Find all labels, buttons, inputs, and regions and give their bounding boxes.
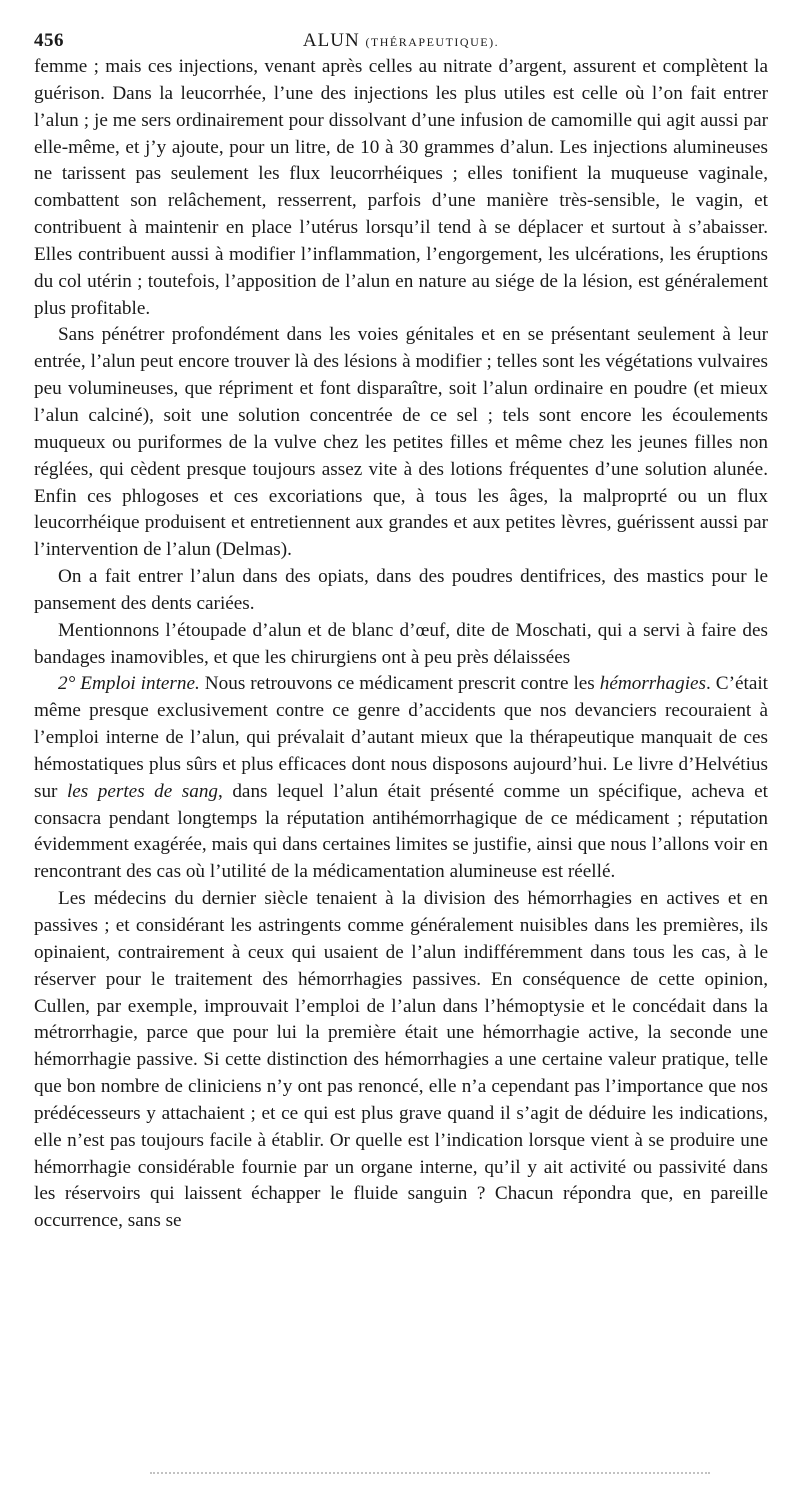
internal-use-text-c: , dans lequel l’alun était présenté comme un spécifique, acheva et consacra pendant longtemps la réputation antihémorrhagique de ce médicament ; réputation évidemment exagérée, mais qui dans certaines limites se justifie, ainsi que nous l’allons voir en rencontrant des cas où l’utilité de la médicamentation alumineuse est réellé. [34, 780, 768, 883]
page-number: 456 [34, 30, 64, 51]
internal-use-text-b: . C’était même presque exclusivement contre ce genre d’accidents que nos devanciers recouraient à l’emploi interne de l’alun, qui prévalait d’autant mieux que la thérapeutique manquait de ces hémostatiques plus sûrs et plus efficaces dont nous disposons aujourd’hui. Le livre d’Helvétius sur [34, 673, 768, 802]
internal-use-italic-book-title: les pertes de sang [66, 780, 219, 802]
body-text [34, 54, 768, 1235]
running-title-sub: (THÉRAPEUTIQUE). [365, 35, 500, 49]
paragraph-internal-use [34, 671, 768, 886]
paragraph-active-passive: Les médecins du dernier siècle tenaient à la division des hémorrhagies en actives et en passives ; et considérant les astringents comme généralement nuisibles dans les premières, ils opinaient, contrairement à ceux qui usaient de l’alun indifféremment dans tous les cas, à le réserver pour le traitement des hémorrhagies passives. En conséquence de cette opinion, Cullen, par exemple, improuvait l’emploi de l’alun dans l’hémoptysie et le concédait dans la métrorrhagie, parce que pour lui la première était une hémorrhagie active, la seconde une hémorrhagie passive. Si cette distinction des hémorrhagies a une certaine valeur pratique, telle que bon nombre de cliniciens n’y ont pas renoncé, elle n’a cependant pas l’importance que nos prédécesseurs y attachaient ; et ce qui est plus grave quand il s’agit de déduire les indications, elle n’est pas toujours facile à établir. Or quelle est l’indication lorsque vient à se produire une hémorrhagie considérable fournie par un organe interne, qu’il y ait activité ou passivité dans les réservoirs qui laissent échapper le fluide sanguin ? Chacun répondra que, en pareille occurrence, sans se [34, 888, 768, 1232]
paragraph-genital-entry: Sans pénétrer profondément dans les voies génitales et en se présentant seulement à leur entrée, l’alun peut encore trouver là des lésions à modifier ; telles sont les végétations vulvaires peu volumineuses, que répriment et font disparaître, soit l’alun ordinaire en poudre (et mieux l’alun calciné), soit une solution concentrée de ce sel ; tels sont encore les écoulements muqueux ou puriformes de la vulve chez les petites filles et même chez les jeunes filles non réglées, qui cèdent presque toujours assez vite à des lotions fréquentes d’une solution alunée. Enfin ces phlogoses et ces excoriations que, à tous les âges, la malproprté ou un flux leucorrhéique produisent et entretiennent aux grandes et aux petites lèvres, guérissent aussi par l’intervention de l’alun (Delmas). [34, 324, 768, 561]
internal-use-text-a: Nous retrouvons ce médicament prescrit contre les [199, 673, 600, 695]
running-head [34, 26, 768, 54]
running-title [34, 30, 768, 52]
section-heading-internal-use: 2° Emploi interne. [58, 673, 200, 695]
paragraph-leucorrhea: femme ; mais ces injections, venant après celles au nitrate d’argent, assurent et complètent la guérison. Dans la leucorrhée, l’une des injections les plus utiles est celle où l’on fait entrer l’alun ; je me sers ordinairement pour dissolvant d’une infusion de camomille qui agit aussi par elle-même, et j’y ajoute, pour un litre, de 10 à 30 grammes d’alun. Les injections alumineuses ne tarissent pas seulement les flux leucorrhéiques ; elles tonifient la muqueuse vaginale, combattent son relâchement, resserrent, parfois d’une manière très-sensible, le vagin, et contribuent à maintenir en place l’utérus lorsqu’il tend à se déplacer et surtout à s’abaisser. Elles contribuent aussi à modifier l’inflammation, l’engorgement, les ulcérations, les éruptions du col utérin ; toutefois, l’apposition de l’alun en nature au siége de la lésion, est généralement plus profitable. [34, 56, 768, 319]
paragraph-dental: On a fait entrer l’alun dans des opiats, dans des poudres dentifrices, des mastics pour le pansement des dents cariées. [34, 566, 768, 614]
paragraph-bandages: Mentionnons l’étoupade d’alun et de blanc d’œuf, dite de Moschati, qui a servi à faire des bandages inamovibles, et que les chirurgiens ont à peu près délaissées [34, 619, 768, 668]
internal-use-italic-hemorrhagies: hémorrhagies [599, 673, 707, 695]
scan-artifact-dots [150, 1472, 710, 1474]
running-title-main: ALUN [302, 30, 360, 51]
book-page [34, 26, 768, 1235]
